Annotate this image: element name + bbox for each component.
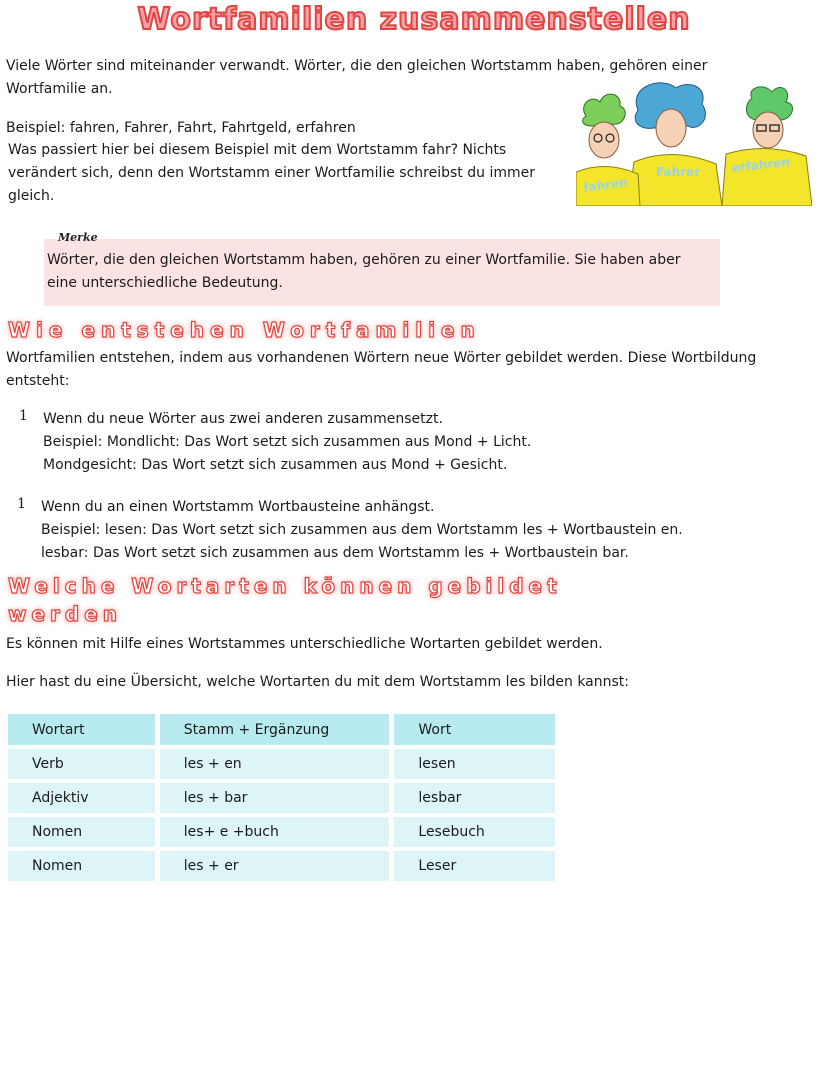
label-fahrer: Fahrer [656, 165, 701, 179]
person-middle [628, 83, 722, 206]
table-row [8, 783, 555, 813]
list-item-line: Mondgesicht: Das Wort setzt sich zusammen aus Mond + Gesicht. [43, 457, 508, 473]
page-title: Wortfamilien zusammenstellen [137, 2, 691, 37]
table-row [8, 851, 555, 881]
table-row [8, 749, 555, 779]
header-wortart: Wortart [8, 714, 155, 745]
example-line: Beispiel: fahren, Fahrer, Fahrt, Fahrtgeld, erfahren [6, 120, 356, 136]
list-item [41, 496, 811, 565]
list-item-line: Beispiel: lesen: Das Wort setzt sich zusammen aus dem Wortstamm les + Wortbaustein en. [41, 522, 683, 538]
table-cell: les + en [160, 749, 390, 779]
table-row [8, 817, 555, 847]
list-number: 1 [17, 496, 26, 512]
table-cell: Nomen [8, 817, 155, 847]
word-family-illustration [576, 80, 812, 206]
table-cell: Verb [8, 749, 155, 779]
word-types-table [3, 710, 560, 885]
list-item [43, 408, 803, 477]
list-item-line: Beispiel: Mondlicht: Das Wort setzt sich zusammen aus Mond + Licht. [43, 434, 532, 450]
label-erfahren: erfahren [730, 154, 791, 175]
question-paragraph: Was passiert hier bei diesem Beispiel mit dem Wortstamm fahr? Nichts verändert sich, denn den Wortstamm einer Wortfamilie schreibst du immer gleich. [8, 142, 535, 204]
table-cell: les+ e +buch [160, 817, 390, 847]
table-cell: les + bar [160, 783, 390, 813]
table-cell: lesbar [394, 783, 555, 813]
label-fahren: fahren [582, 174, 629, 195]
table-cell: Nomen [8, 851, 155, 881]
note-author: Merke [58, 231, 98, 244]
person-right [722, 87, 812, 206]
table-cell: Leser [394, 851, 555, 881]
section-heading-wortfamilien: Wie entstehen Wortfamilien [8, 318, 481, 342]
table-header-row [8, 714, 555, 745]
table-cell: lesen [394, 749, 555, 779]
table-cell: les + er [160, 851, 390, 881]
table-cell: Lesebuch [394, 817, 555, 847]
section-2-text: Es können mit Hilfe eines Wortstammes unterschiedliche Wortarten gebildet werden. [6, 636, 603, 652]
list-item-line: lesbar: Das Wort setzt sich zusammen aus dem Wortstamm les + Wortbaustein bar. [41, 545, 629, 561]
header-wort: Wort [394, 714, 555, 745]
list-item-line: Wenn du neue Wörter aus zwei anderen zusammensetzt. [43, 411, 443, 427]
list-number: 1 [19, 408, 28, 424]
section-2-overview-text: Hier hast du eine Übersicht, welche Wortarten du mit dem Wortstamm les bilden kannst: [6, 674, 630, 690]
intro-paragraph: Viele Wörter sind miteinander verwandt. Wörter, die den gleichen Wortstamm haben, gehören einer Wortfamilie an. [6, 58, 708, 97]
section-heading-wortarten: Welche Wortarten können gebildet werden [8, 574, 562, 626]
note-text: Wörter, die den gleichen Wortstamm haben, gehören zu einer Wortfamilie. Sie haben aber eine unterschiedliche Bedeutung. [47, 252, 681, 291]
list-item-line: Wenn du an einen Wortstamm Wortbausteine anhängst. [41, 499, 435, 515]
header-stamm: Stamm + Ergänzung [160, 714, 390, 745]
table-cell: Adjektiv [8, 783, 155, 813]
section-1-text: Wortfamilien entstehen, indem aus vorhandenen Wörtern neue Wörter gebildet werden. Diese Wortbildung entsteht: [6, 350, 757, 389]
